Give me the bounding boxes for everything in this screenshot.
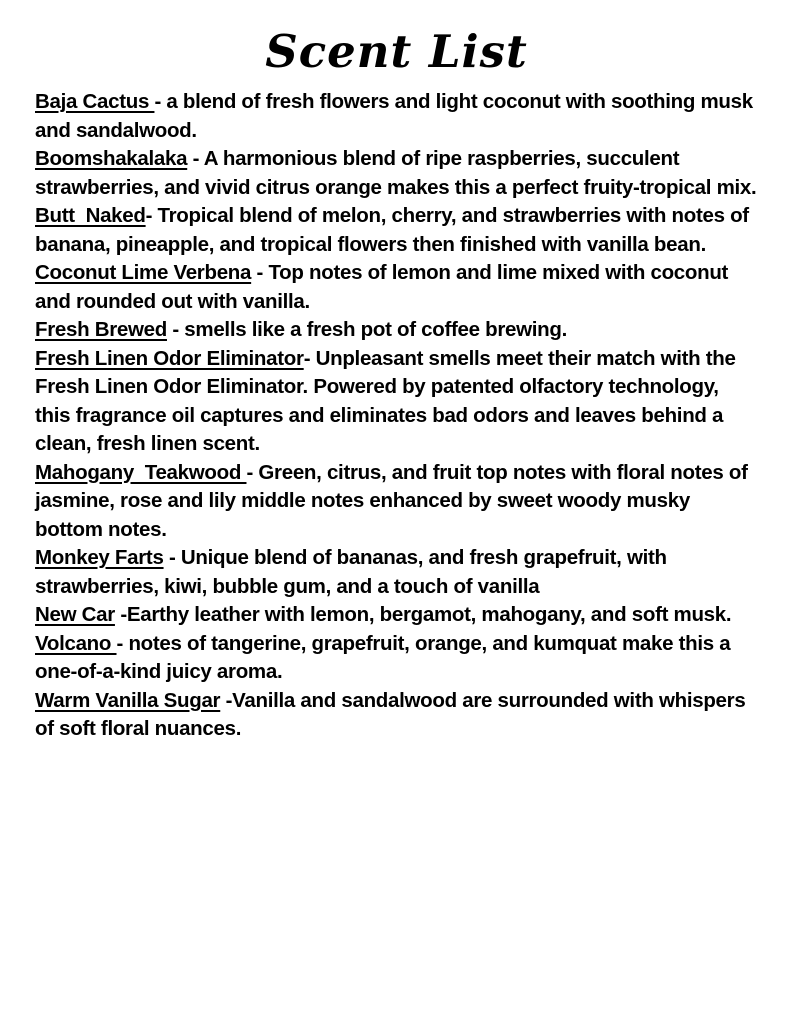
scent-description: - A harmonious blend of ripe raspberries, succulent strawberries, and vivid citrus orange makes this a perfect fruity-tropical mix. [35,147,757,199]
scent-description: - Green, citrus, and fruit top notes with floral notes of jasmine, rose and lily middle notes enhanced by sweet woody musky bottom notes. [35,460,754,541]
scent-name: Baja Cactus [35,90,155,113]
scent-entry [35,459,758,545]
scent-description: - Top notes of lemon and lime mixed with coconut and rounded out with vanilla. [35,261,734,313]
scent-name: Monkey Farts [35,546,164,569]
scent-name: Boomshakalaka [35,147,188,170]
scent-name: Mahogany Teakwood [35,460,247,484]
scent-description: - Tropical blend of melon, cherry, and strawberries with notes of banana, pineapple, and tropical flowers then finished with vanilla bean. [35,204,755,256]
scent-description: - smells like a fresh pot of coffee brewing. [166,318,567,341]
scent-entry [35,544,758,601]
scent-description: - a blend of fresh flowers and light coconut with soothing musk and sandalwood. [35,90,759,142]
scent-entry [35,687,758,744]
scent-name: Fresh Brewed [35,318,167,341]
scent-entry [35,630,758,687]
scent-entry [35,202,758,259]
scent-entry [35,88,758,145]
scent-name: Fresh Linen Odor Eliminator [35,346,304,370]
scent-description: - Unique blend of bananas, and fresh grapefruit, with strawberries, kiwi, bubble gum, and a touch of vanilla [35,546,673,598]
page-title: Scent List [265,25,528,78]
scent-list [35,88,758,744]
scent-name: Warm Vanilla Sugar [35,688,221,712]
scent-description: - notes of tangerine, grapefruit, orange, and kumquat make this a one-of-a-kind juicy aroma. [35,631,736,683]
scent-entry [35,601,758,630]
scent-name: Volcano [35,631,117,655]
scent-entry [35,316,758,345]
scent-entry [35,145,758,202]
scent-name: Coconut Lime Verbena [35,261,252,284]
scent-description: -Vanilla and sandalwood are surrounded with whispers of soft floral nuances. [35,688,751,740]
scent-entry [35,259,758,316]
scent-name: Butt Naked [35,204,146,227]
scent-name: New Car [35,603,115,626]
scent-description: - Unpleasant smells meet their match with the Fresh Linen Odor Eliminator. Powered by patented olfactory technology, this fragrance oil captures and eliminates bad odors and leaves behind a clean, fresh linen scent. [35,346,742,455]
scent-description: -Earthy leather with lemon, bergamot, mahogany, and soft musk. [114,603,732,626]
scent-entry [35,345,758,459]
